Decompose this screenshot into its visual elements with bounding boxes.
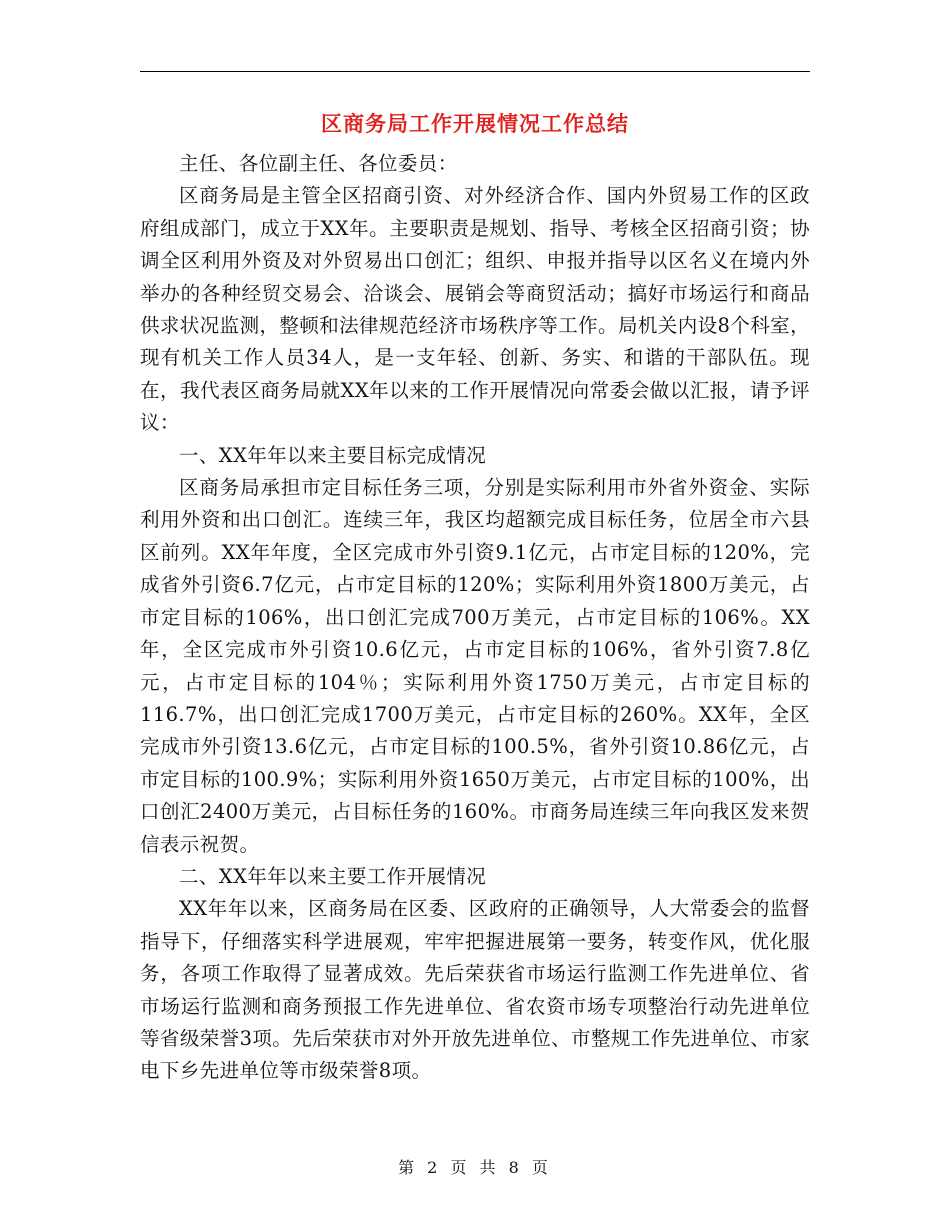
page-number-footer: 第 2 页 共 8 页 xyxy=(398,1158,552,1177)
salutation-paragraph: 主任、各位副主任、各位委员： xyxy=(179,152,458,175)
intro-paragraph: 区商务局是主管全区招商引资、对外经济合作、国内外贸易工作的区政府组成部门，成立于XX年。主要职责是规划、指导、考核全区招商引资；协调全区利用外资及对外贸易出口创汇；组织、申报并指导以区名义在境内外举办的各种经贸交易会、洽谈会、展销会等商贸活动；搞好市场运行和商品供求状况监测，整顿和法律规范经济市场秩序等工作。局机关内设8个科室，现有机关工作人员34人，是一支年轻、创新、务实、和谐的干部队伍。现在，我代表区商务局就XX年以来的工作开展情况向常委会做以汇报，请予评议： xyxy=(140,184,810,435)
targets-paragraph: 区商务局承担市定目标任务三项，分别是实际利用市外省外资金、实际利用外资和出口创汇。连续三年，我区均超额完成目标任务，位居全市六县区前列。XX年年度，全区完成市外引资9.1亿元，占市定目标的120%，完成省外引资6.7亿元，占市定目标的120%；实际利用外资1800万美元，占市定目标的106%，出口创汇完成700万美元，占市定目标的106%。XX年，全区完成市外引资10.6亿元，占市定目标的106%，省外引资7.8亿元，占市定目标的104％；实际利用外资1750万美元，占市定目标的116.7%，出口创汇完成1700万美元，占市定目标的260%。XX年，全区完成市外引资13.6亿元，占市定目标的100.5%，省外引资10.86亿元，占市定目标的100.9%；实际利用外资1650万美元，占市定目标的100%，出口创汇2400万美元，占目标任务的160%。市商务局连续三年向我区发来贺信表示祝贺。 xyxy=(140,476,810,856)
document-body xyxy=(140,148,810,1088)
section-heading-one: 一、XX年年以来主要目标完成情况 xyxy=(179,443,487,467)
work-paragraph: XX年年以来，区商务局在区委、区政府的正确领导，人大常委会的监督指导下，仔细落实科学进展观，牢牢把握进展第一要务，转变作风，优化服务，各项工作取得了显著成效。先后荣获省市场运行监测工作先进单位、省市场运行监测和商务预报工作先进单位、省农资市场专项整治行动先进单位等省级荣誉3项。先后荣获市对外开放先进单位、市整规工作先进单位、市家电下乡先进单位等市级荣誉8项。 xyxy=(140,897,810,1083)
section-heading-two: 二、XX年年以来主要工作开展情况 xyxy=(179,864,487,888)
header-rule xyxy=(140,71,810,72)
document-title: 区商务局工作开展情况工作总结 xyxy=(321,111,629,136)
